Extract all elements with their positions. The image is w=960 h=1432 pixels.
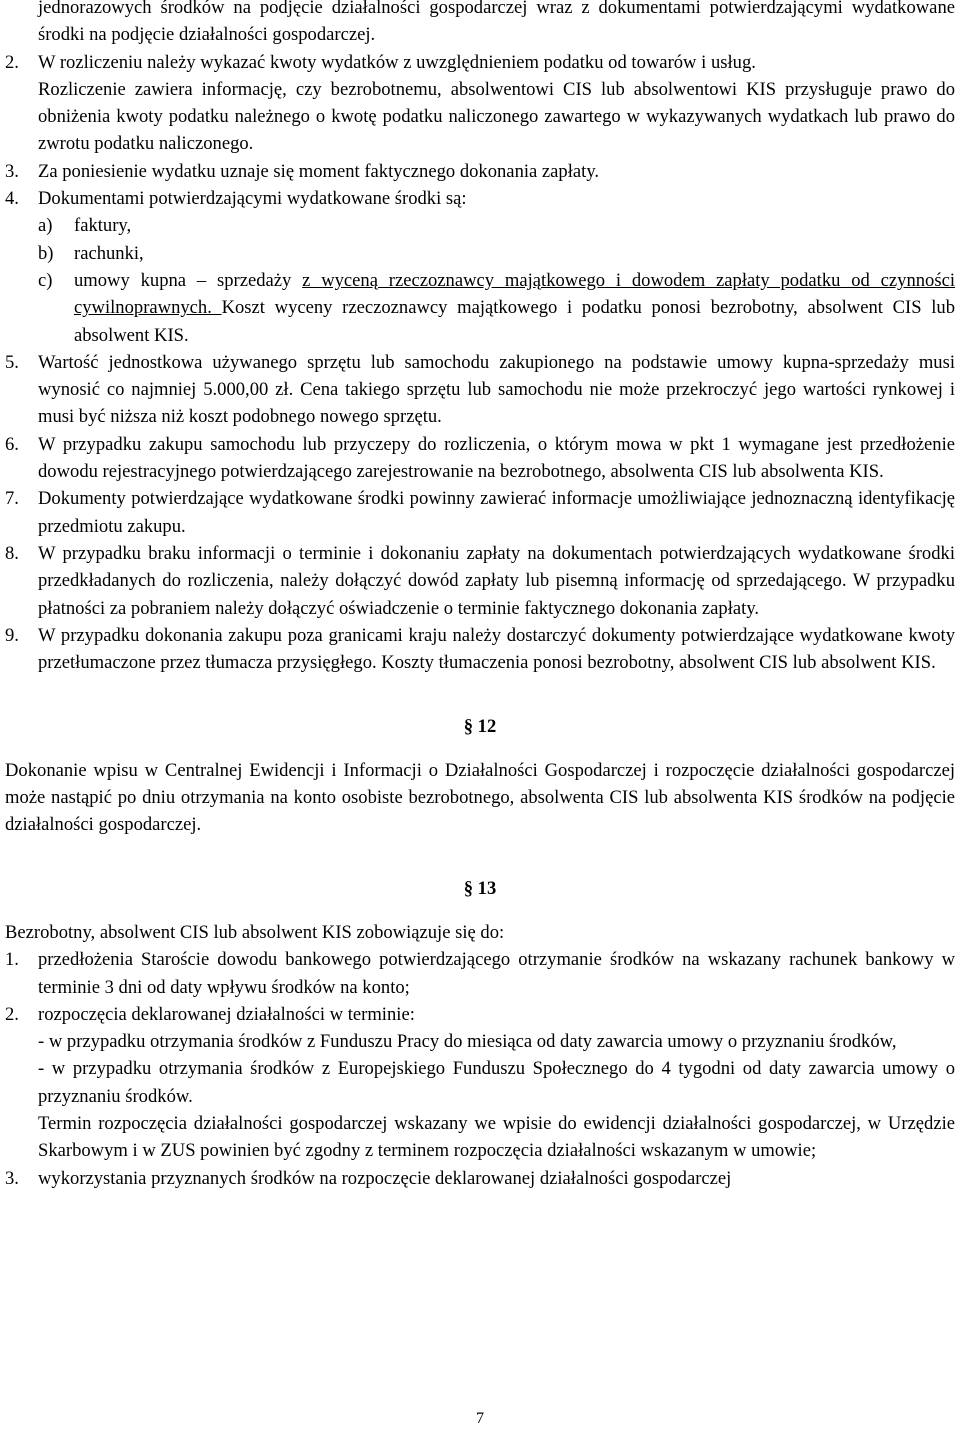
dash-paragraph: - w przypadku otrzymania środków z Europejskiego Funduszu Społecznego do 4 tygodni od daty zawarcia umowy o przyznaniu środków.	[38, 1058, 955, 1107]
sub-text: faktury,	[74, 215, 132, 237]
list-item	[5, 540, 955, 622]
list-item	[5, 1001, 955, 1165]
dash-paragraph: - w przypadku otrzymania środków z Funduszu Pracy do miesiąca od daty zawarcia umowy o przyznaniu środków,	[38, 1031, 897, 1053]
item-body	[38, 185, 955, 349]
item-number: 2.	[5, 1003, 19, 1025]
sub-label: a)	[38, 215, 53, 237]
item-number: 4.	[5, 188, 19, 210]
list-item	[5, 185, 955, 349]
item-number: 7.	[5, 488, 19, 510]
document-page	[5, 0, 955, 1192]
sub-text	[74, 267, 955, 349]
item-number: 1.	[5, 949, 19, 971]
sub-text: rachunki,	[74, 242, 144, 264]
item-text: Za poniesienie wydatku uznaje się moment faktycznego dokonania zapłaty.	[38, 160, 600, 182]
section-heading-13: § 13	[463, 877, 497, 899]
list-item	[5, 946, 955, 1001]
sub-text-plain: umowy kupna – sprzedaży	[74, 269, 303, 291]
sub-label: c)	[38, 269, 53, 291]
sub-item	[38, 240, 955, 267]
list-item	[5, 349, 955, 431]
item-text: wykorzystania przyznanych środków na rozpoczęcie deklarowanej działalności gospodarczej	[38, 1167, 732, 1189]
item-number: 3.	[5, 1167, 19, 1189]
item-text: W przypadku zakupu samochodu lub przyczepy do rozliczenia, o którym mowa w pkt 1 wymagane jest przedłożenie dowodu rejestracyjnego potwierdzającego zarejestrowanie na bezrobotnego, absolwenta CIS lub absolwenta KIS.	[38, 433, 955, 483]
list-item	[5, 431, 955, 486]
section-13-intro: Bezrobotny, absolwent CIS lub absolwent KIS zobowiązuje się do:	[5, 921, 505, 943]
sub-text-rest: Koszt wyceny rzeczoznawcy majątkowego i podatku ponosi bezrobotny, absolwent CIS lub absolwent KIS.	[74, 297, 955, 346]
item-text: Dokumenty potwierdzające wydatkowane środki powinny zawierać informacje umożliwiające jednoznaczną identyfikację przedmiotu zakupu.	[38, 488, 955, 537]
page-number: 7	[476, 1410, 484, 1427]
section-12-paragraph: Dokonanie wpisu w Centralnej Ewidencji i Informacji o Działalności Gospodarczej i rozpoczęcie działalności gospodarczej może nastąpić po dniu otrzymania na konto osobiste bezrobotnego, absolwenta CIS lub absolwenta KIS środków na podjęcie działalności gospodarczej.	[5, 759, 955, 836]
item-number: 6.	[5, 433, 19, 455]
underlined-text: z wyceną rzeczoznawcy majątkowego i dowodem zapłaty podatku od czynności cywilnoprawnych.	[74, 269, 955, 319]
item-number: 5.	[5, 351, 19, 373]
rozliczenie-paragraph: Rozliczenie zawiera informację, czy bezrobotnemu, absolwentowi CIS lub absolwentowi KIS przysługuje prawo do obniżenia kwoty podatku należnego o kwotę podatku naliczonego zawartego w wykazywanych wydatkach lub prawo do zwrotu podatku naliczonego.	[38, 78, 955, 155]
term-paragraph: Termin rozpoczęcia działalności gospodarczej wskazany we wpisie do ewidencji działalności gospodarczej, w Urzędzie Skarbowym i w ZUS powinien być zgodny z terminem rozpoczęcia działalności wskazanym w umowie;	[38, 1112, 955, 1162]
section-heading-12: § 12	[463, 716, 497, 738]
item-text: W przypadku dokonania zakupu poza granicami kraju należy dostarczyć dokumenty potwierdzające wydatkowane kwoty przetłumaczone przez tłumacza przysięgłego. Koszty tłumaczenia ponosi bezrobotny, absolwent CIS lub absolwent KIS.	[38, 624, 955, 674]
item-body	[38, 1001, 955, 1165]
item-number: 3.	[5, 160, 19, 182]
item-text: Dokumentami potwierdzającymi wydatkowane środki są:	[38, 188, 467, 210]
item-number: 9.	[5, 624, 19, 646]
sub-label: b)	[38, 242, 54, 264]
list-item	[5, 158, 955, 185]
item-number: 8.	[5, 542, 19, 564]
sub-item	[38, 212, 955, 239]
item-text: rozpoczęcia deklarowanej działalności w terminie:	[38, 1003, 415, 1025]
sub-item	[38, 267, 955, 349]
lead-paragraph: jednorazowych środków na podjęcie działalności gospodarczej wraz z dokumentami potwierdzającymi wydatkowane środki na podjęcie działalności gospodarczej.	[38, 0, 955, 46]
list-item	[5, 622, 955, 677]
list-item	[5, 1165, 955, 1192]
item-text: przedłożenia Staroście dowodu bankowego potwierdzającego otrzymanie środków na wskazany rachunek bankowy w terminie 3 dni od daty wpływu środków na konto;	[38, 949, 955, 998]
item-text: Wartość jednostkowa używanego sprzętu lub samochodu zakupionego na podstawie umowy kupna-sprzedaży musi wynosić co najmniej 5.000,00 zł. Cena takiego sprzętu lub samochodu nie może przekroczyć jego wartości rynkowej i musi być niższa niż koszt podobnego nowego sprzętu.	[38, 351, 955, 428]
list-item	[5, 49, 955, 76]
item-text: W przypadku braku informacji o terminie i dokonaniu zapłaty na dokumentach potwierdzających wydatkowane środki przedkładanych do rozliczenia, należy dołączyć dowód zapłaty lub pisemną informację od sprzedającego. W przypadku płatności za pobraniem należy dołączyć oświadczenie o terminie faktycznego dokonania zapłaty.	[38, 542, 955, 619]
list-item	[5, 485, 955, 540]
item-number: 2.	[5, 51, 19, 73]
item-text: W rozliczeniu należy wykazać kwoty wydatków z uwzględnieniem podatku od towarów i usług.	[38, 51, 756, 73]
